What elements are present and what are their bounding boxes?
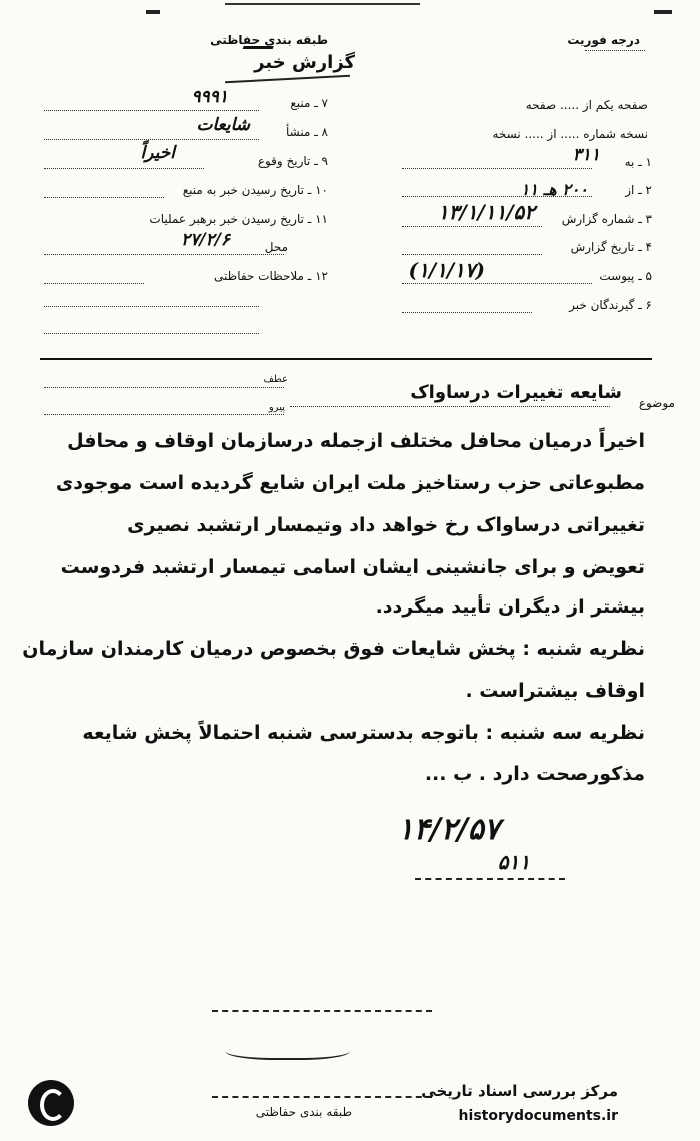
comment-line: مذکورصحت دارد . ب ...: [424, 763, 645, 785]
history-documents-logo-icon: [28, 1080, 74, 1126]
field-source-received-line: [44, 197, 164, 198]
field-source-label: ۷ ـ منبع: [290, 96, 328, 110]
field-protection-notes-line-3: [44, 333, 259, 334]
field-origin-label: ۸ ـ منشأ: [285, 125, 328, 139]
subject-text: شایعه تغییرات درساواک: [410, 382, 622, 403]
field-from-label: ۲ ـ از: [625, 183, 652, 197]
footer-dashed-line: [212, 1010, 432, 1012]
reference-pirou-line: [44, 414, 284, 415]
field-protection-notes-label: ۱۲ ـ ملاحظات حفاظتی: [214, 269, 328, 283]
footer-dashed-line-2: [212, 1096, 432, 1098]
body-line: اخیراً درمیان محافل مختلف ازجمله درسازمان اوقاف و محافل: [67, 430, 645, 452]
field-to-label: ۱ ـ به: [624, 155, 652, 169]
report-title: گزارش خبر: [254, 52, 355, 73]
field-source-value: ۹۹۹۱: [191, 87, 228, 107]
copy-of-field: نسخه شماره ..... از ..... نسخه: [492, 127, 648, 141]
body-line: مطبوعاتی حزب رستاخیز ملت ایران شایع گردیده است موجودی: [55, 472, 645, 494]
reference-atf-label: عطف: [263, 374, 288, 385]
corner-mark: [654, 10, 672, 14]
handwritten-date: ۱۴/۲/۵۷: [397, 812, 500, 847]
field-operations-received-value: ۲۷/۲/۶: [181, 230, 230, 250]
field-attachment-value: (۱/۱/۱۷): [408, 258, 485, 282]
top-border-scratch: [225, 3, 420, 5]
comment-line: نظریه سه شنبه : باتوجه بدسترسی شنبه احتمالاً پخش شایعه: [82, 722, 645, 744]
field-operations-received-line: [44, 254, 284, 255]
field-origin-value: شایعات: [196, 115, 250, 135]
field-origin-line: [44, 139, 259, 140]
field-attachment-line: [402, 283, 592, 284]
field-report-number-value: ۱۳/۱/۱۱/۵۲: [437, 200, 535, 224]
field-source-line: [44, 110, 259, 111]
field-report-date-label: ۴ ـ تاریخ گزارش: [570, 240, 652, 254]
field-occurrence-date-value: اخیراً: [140, 143, 175, 163]
handwritten-note: ۵۱۱: [497, 850, 530, 874]
field-from-value: ۲۰۰ هـ ۱۱: [520, 180, 588, 199]
body-line: بیشتر از دیگران تأیید میگردد.: [375, 596, 645, 618]
comment-line: اوقاف بیشتراست .: [465, 680, 645, 702]
body-line: تعویض و برای جانشینی ایشان اسامی تیمسار ارتشبد فردوست: [60, 556, 645, 578]
title-underline: [225, 75, 350, 84]
field-place-label: محل: [264, 240, 288, 254]
field-report-date-line: [402, 254, 542, 255]
handwritten-underline: [415, 878, 565, 880]
field-report-number-line: [402, 226, 542, 227]
field-recipients-label: ۶ ـ گیرندگان خبر: [569, 298, 652, 312]
priority-label: درجه فوریت: [567, 33, 640, 47]
comment-line: نظریه شنبه : پخش شایعات فوق بخصوص درمیان کارمندان سازمان: [22, 638, 645, 660]
page-of-field: صفحه یکم از ..... صفحه: [525, 98, 648, 112]
priority-line: [585, 50, 645, 51]
field-report-number-label: ۳ ـ شماره گزارش: [561, 212, 652, 226]
reference-atf-line: [44, 387, 284, 388]
field-source-received-label: ۱۰ ـ تاریخ رسیدن خبر به منبع: [182, 183, 328, 197]
field-protection-notes-line: [44, 283, 144, 284]
field-occurrence-date-label: ۹ ـ تاریخ وقوع: [257, 154, 328, 168]
signature-scribble: [225, 1038, 350, 1060]
corner-mark: [146, 10, 160, 14]
subject-underline: [290, 406, 610, 407]
footer-classification-label: طبقه بندی حفاظتی: [255, 1105, 352, 1119]
watermark-name: مرکز بررسی اسناد تاریخی: [421, 1082, 618, 1100]
subject-label: موضوع: [638, 396, 675, 410]
field-recipients-line: [402, 312, 532, 313]
field-occurrence-date-line: [44, 168, 204, 169]
section-divider: [40, 358, 652, 360]
field-to-line: [402, 168, 592, 169]
field-operations-received-label: ۱۱ ـ تاریخ رسیدن خبر برهبر عملیات: [149, 212, 328, 226]
classification-label: طبقه بندی حفاظتی: [210, 33, 328, 47]
watermark-url: historydocuments.ir: [458, 1108, 618, 1124]
field-protection-notes-line-2: [44, 306, 259, 307]
reference-pirou-label: پیرو: [268, 402, 285, 413]
field-to-value: ۳۱۱: [572, 145, 600, 165]
field-attachment-label: ۵ ـ پیوست: [599, 269, 652, 283]
classification-scribble: [243, 36, 278, 49]
body-line: تغییراتی درساواک رخ خواهد داد وتیمسار ارتشبد نصیری: [127, 514, 645, 536]
